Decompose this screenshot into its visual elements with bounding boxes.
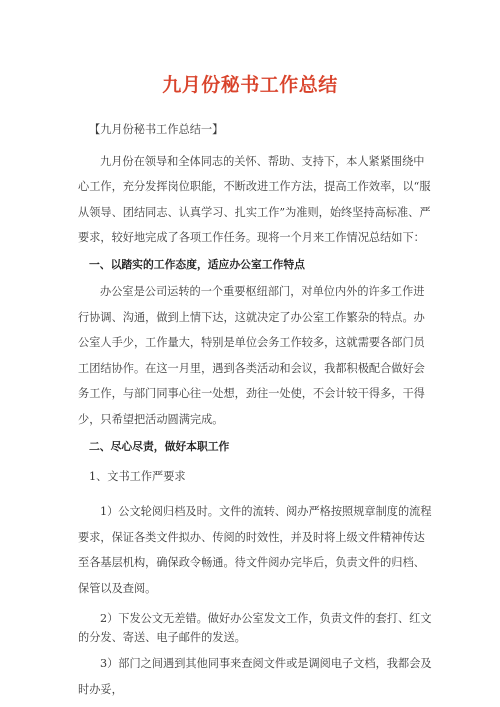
intro-paragraph: 九月份在领导和全体同志的关怀、帮助、支持下，本人紧紧围绕中心工作，充分发挥岗位职能，不断改进工作方法，提高工作效率，以“服从领导、团结同志、认真学习、扎实工作”为准则，始终坚持高标准、严要求，较好地完成了各项工作任务。现将一个月来工作情况总结如下： — [78, 154, 431, 244]
list-item-1: 1）公文轮阅归档及时。文件的流转、阅办严格按照规章制度的流程要求，保证各类文件拟办、传阅的时效性，并及时将上级文件精神传达至各基层机构，确保政令畅通。待文件阅办完毕后，负责文件的归档、保管以及查阅。 — [78, 505, 432, 595]
section1-heading: 一、以踏实的工作态度，适应办公室工作特点 — [89, 257, 305, 271]
subsection1-heading: 1、文书工作严要求 — [89, 469, 186, 483]
document-title: 九月份秘书工作总结 — [162, 74, 338, 96]
list-item-3: 3）部门之间遇到其他同事来查阅文件或是调阅电子文档，我都会及时办妥， — [78, 657, 432, 696]
list-item-2: 2）下发公文无差错。做好办公室发文工作，负责文件的套打、红文的分发、寄送、电子邮件的发送。 — [78, 612, 432, 644]
subtitle: 【九月份秘书工作总结一】 — [89, 123, 224, 136]
section2-heading: 二、尽心尽责，做好本职工作 — [89, 440, 230, 453]
document-body — [78, 117, 434, 702]
section1-paragraph: 办公室是公司运转的一个重要枢纽部门，对单位内外的许多工作进行协调、沟通，做到上情下达，这就决定了办公室工作繁杂的特点。办公室人手少，工作量大，特别是单位会务工作较多，这就需要各部门员工团结协作。在这一月里，遇到各类活动和会议，我都积极配合做好会务工作，与部门同事心往一处想，劲往一处使，不会计较干得多，干得少，只希望把活动圆满完成。 — [78, 285, 425, 426]
